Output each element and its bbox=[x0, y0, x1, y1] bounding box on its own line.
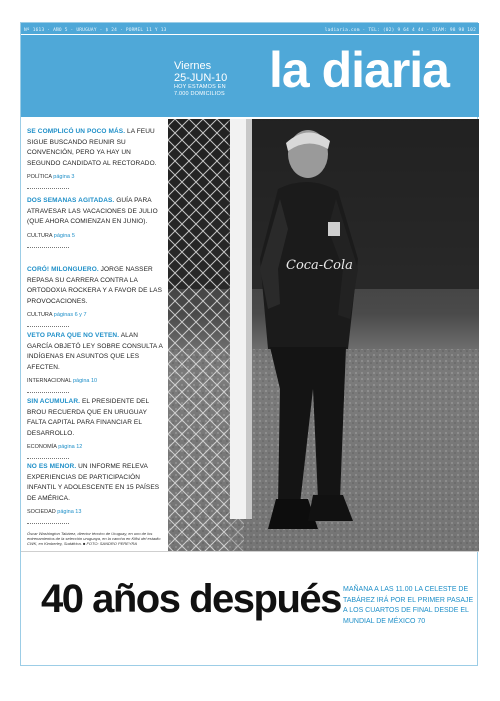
issue-date: 25-JUN-10 bbox=[174, 72, 228, 84]
teaser-section bbox=[27, 444, 163, 451]
teaser-item[interactable] bbox=[27, 196, 163, 248]
divider bbox=[27, 392, 69, 393]
main-headline[interactable]: 40 años después bbox=[41, 577, 341, 621]
divider bbox=[27, 188, 69, 189]
masthead-info-bar bbox=[21, 26, 479, 35]
teaser-text: LA FEUU SIGUE BUSCANDO REUNIR SU CONVENCIÓN, PERO YA HAY UN SEGUNDO CANDIDATO AL RECTORADO. bbox=[27, 128, 157, 167]
page-ref: páginas 6 y 7 bbox=[53, 312, 87, 318]
headline-deck: MAÑANA A LAS 11.00 LA CELESTE DE TABÁREZ IRÁ POR EL PRIMER PASAJE A LOS CUARTOS DE FINAL DESDE EL MUNDIAL DE MÉXICO 70 bbox=[343, 586, 474, 625]
teaser-kicker: SE COMPLICÓ UN POCO MÁS. bbox=[27, 128, 126, 135]
teaser-item[interactable] bbox=[27, 462, 163, 524]
teaser-headline bbox=[27, 462, 163, 504]
divider bbox=[27, 523, 69, 524]
section-name: CULTURA bbox=[27, 232, 53, 239]
teaser-item[interactable] bbox=[27, 127, 163, 189]
front-page bbox=[20, 22, 478, 666]
divider bbox=[21, 551, 479, 552]
section-name: INTERNACIONAL bbox=[27, 378, 72, 384]
section-name: ECONOMÍA bbox=[27, 444, 57, 450]
teaser-section bbox=[27, 233, 163, 240]
masthead bbox=[21, 23, 479, 117]
contact-info: ladiaria.com · TEL: (02) 9 64 4 44 · DIAM: 98 98 102 bbox=[324, 28, 476, 33]
teaser-headline bbox=[27, 331, 163, 373]
issue-info: Nº 1613 · AÑO 5 · URUGUAY · $ 24 · PORMEL 11 Y 13 bbox=[24, 28, 167, 33]
teaser-headline bbox=[27, 265, 163, 307]
issue-day: Viernes bbox=[174, 60, 212, 72]
page-ref: página 13 bbox=[57, 509, 82, 515]
teaser-text: ALAN GARCÍA OBJETÓ LEY SOBRE CONSULTA A INDÍGENAS EN ASUNTOS QUE LES AFECTEN. bbox=[27, 332, 163, 371]
page-ref: página 5 bbox=[53, 232, 75, 239]
page-ref: página 12 bbox=[58, 444, 83, 450]
teaser-headline bbox=[27, 196, 163, 228]
teaser-item[interactable] bbox=[27, 397, 163, 459]
section-name: SOCIEDAD bbox=[27, 509, 56, 515]
teaser-kicker: NO ES MENOR. bbox=[27, 463, 77, 470]
date-block bbox=[174, 61, 227, 98]
divider bbox=[27, 247, 69, 248]
section-name: CULTURA bbox=[27, 312, 53, 318]
teaser-text: UN INFORME RELEVA EXPERIENCIAS DE PARTICIPACIÓN INFANTIL Y ADOLESCENTE EN 15 PAÍSES DE AMÉRICA. bbox=[27, 463, 160, 502]
teaser-headline bbox=[27, 397, 163, 439]
teaser-kicker: DOS SEMANAS AGITADAS. bbox=[27, 197, 115, 204]
newspaper-logo: la diaria bbox=[269, 42, 449, 98]
teaser-item[interactable] bbox=[27, 265, 163, 327]
circulation-line-1: HOY ESTAMOS EN bbox=[174, 84, 226, 90]
teaser-kicker: SIN ACUMULAR. bbox=[27, 398, 81, 405]
teaser-section bbox=[27, 312, 163, 319]
section-name: POLÍTICA bbox=[27, 174, 52, 180]
teaser-text: EL PRESIDENTE DEL BROU RECUERDA QUE EN URUGUAY FALTA CAPITAL PARA FINANCIAR EL DESARROLLO. bbox=[27, 398, 149, 437]
divider bbox=[27, 326, 69, 327]
teaser-kicker: CORÓ! MILONGUERO. bbox=[27, 266, 99, 273]
cover-photo bbox=[168, 119, 479, 551]
teaser-kicker: VETO PARA QUE NO VETEN. bbox=[27, 332, 120, 339]
jersey-sponsor-text: Coca-Cola bbox=[286, 258, 353, 273]
teaser-section bbox=[27, 509, 163, 516]
teaser-section bbox=[27, 378, 163, 385]
divider bbox=[27, 458, 69, 459]
page-ref: página 3 bbox=[53, 174, 75, 180]
page-ref: página 10 bbox=[72, 378, 98, 384]
teaser-item[interactable] bbox=[27, 331, 163, 393]
circulation-line-2: 7.000 DOMICILIOS bbox=[174, 91, 225, 97]
photo-caption: Óscar Washington Tabárez, director técnico de Uruguay, en uno de los entrenamientos de la selección uruguaya, en la cancha en Kifisi del estadio CWK, en Kimberley, Sudáfrica. ■ FOTO: SANDRO PEREYRA bbox=[27, 531, 161, 546]
teaser-headline bbox=[27, 127, 163, 169]
teaser-text: JORGE NASSER REPASA SU CARRERA CONTRA LA ORTODOXIA ROCKERA Y A FAVOR DE LAS PROVOCACIONES. bbox=[27, 266, 163, 305]
teaser-section bbox=[27, 174, 163, 181]
teaser-text: GUÍA PARA ATRAVESAR LAS VACACIONES DE JULIO (QUE AHORA COMIENZAN EN JUNIO). bbox=[27, 197, 158, 225]
